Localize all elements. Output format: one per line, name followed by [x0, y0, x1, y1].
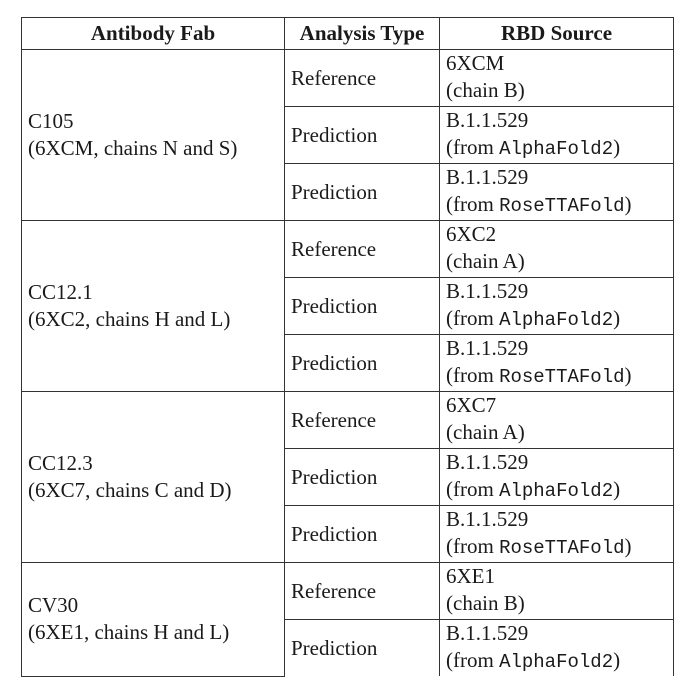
analysis-type-cell: Prediction: [285, 278, 440, 335]
table-row: [22, 563, 674, 620]
analysis-type-cell: Reference: [285, 50, 440, 107]
rbd-detail-tool: AlphaFold2: [499, 138, 614, 160]
rbd-detail-prefix: (chain B): [446, 591, 525, 615]
rbd-source-id: B.1.1.529: [446, 507, 529, 531]
rbd-detail-suffix: ): [613, 135, 621, 159]
fab-name: CC12.1: [28, 280, 93, 304]
rbd-detail-tool: AlphaFold2: [499, 480, 614, 502]
analysis-type-cell: Prediction: [285, 107, 440, 164]
rbd-source-cell: [440, 620, 674, 677]
rbd-source-detail: [446, 476, 667, 505]
header-antibody-fab: Antibody Fab: [22, 18, 285, 50]
antibody-fab-cell: [22, 563, 285, 677]
rbd-detail-prefix: (chain B): [446, 78, 525, 102]
fab-name: CV30: [28, 593, 79, 618]
rbd-detail-prefix: (from: [446, 135, 500, 159]
rbd-detail-prefix: (chain A): [446, 249, 525, 273]
analysis-type-cell: Reference: [285, 563, 440, 620]
antibody-fab-cell: [22, 50, 285, 221]
header-rbd-source: RBD Source: [440, 18, 674, 50]
rbd-source-detail: [446, 134, 667, 163]
rbd-source-id: 6XC2: [446, 222, 497, 246]
rbd-source-cell: [440, 221, 674, 278]
table-header-row: [22, 18, 674, 50]
analysis-type-cell: Reference: [285, 221, 440, 278]
rbd-detail-tool: RoseTTAFold: [499, 537, 625, 559]
fab-name: C105: [28, 109, 74, 133]
rbd-source-cell: [440, 335, 674, 392]
rbd-source-id: B.1.1.529: [446, 165, 529, 189]
antibody-rbd-table: [21, 17, 674, 677]
rbd-source-id: B.1.1.529: [446, 279, 529, 303]
rbd-source-detail: [446, 647, 667, 676]
rbd-detail-suffix: ): [624, 534, 632, 558]
rbd-source-id: 6XE1: [446, 564, 495, 588]
rbd-detail-prefix: (from: [446, 534, 500, 558]
rbd-source-id: B.1.1.529: [446, 108, 529, 132]
rbd-source-id: 6XC7: [446, 393, 497, 417]
rbd-detail-suffix: ): [613, 306, 621, 330]
rbd-source-detail: [446, 77, 667, 106]
rbd-source-detail: [446, 191, 667, 220]
rbd-detail-tool: AlphaFold2: [499, 309, 614, 331]
rbd-detail-suffix: ): [613, 477, 621, 501]
rbd-detail-tool: RoseTTAFold: [499, 195, 625, 217]
rbd-detail-prefix: (from: [446, 477, 500, 501]
rbd-source-id: 6XCM: [446, 51, 505, 75]
rbd-detail-prefix: (from: [446, 363, 500, 387]
rbd-source-cell: [440, 506, 674, 563]
table-row: [22, 50, 674, 107]
analysis-type-cell: Prediction: [285, 164, 440, 221]
rbd-detail-suffix: ): [613, 648, 621, 672]
rbd-detail-prefix: (from: [446, 648, 500, 672]
analysis-type-cell: Prediction: [285, 449, 440, 506]
antibody-fab-cell: [22, 392, 285, 563]
rbd-source-cell: [440, 50, 674, 107]
analysis-type-cell: Prediction: [285, 620, 440, 677]
rbd-source-detail: [446, 248, 667, 277]
rbd-source-id: B.1.1.529: [446, 621, 529, 645]
rbd-detail-prefix: (chain A): [446, 420, 525, 444]
fab-detail: (6XE1, chains H and L): [28, 620, 230, 645]
rbd-source-id: B.1.1.529: [446, 336, 529, 360]
analysis-type-cell: Prediction: [285, 506, 440, 563]
rbd-source-cell: [440, 563, 674, 620]
table-row: [22, 392, 674, 449]
rbd-detail-prefix: (from: [446, 192, 500, 216]
rbd-source-detail: [446, 533, 667, 562]
antibody-fab-cell: [22, 221, 285, 392]
rbd-source-cell: [440, 164, 674, 221]
fab-detail: (6XCM, chains N and S): [28, 136, 238, 160]
analysis-type-cell: Prediction: [285, 335, 440, 392]
rbd-detail-suffix: ): [624, 192, 632, 216]
header-analysis-type: Analysis Type: [285, 18, 440, 50]
rbd-detail-prefix: (from: [446, 306, 500, 330]
fab-detail: (6XC2, chains H and L): [28, 307, 231, 331]
rbd-source-detail: [446, 362, 667, 391]
rbd-detail-tool: AlphaFold2: [499, 651, 614, 673]
fab-name: CC12.3: [28, 451, 93, 475]
rbd-source-id: B.1.1.529: [446, 450, 529, 474]
rbd-source-cell: [440, 392, 674, 449]
rbd-source-detail: [446, 590, 667, 619]
table-row: [22, 221, 674, 278]
rbd-source-cell: [440, 278, 674, 335]
rbd-source-detail: [446, 419, 667, 448]
rbd-source-detail: [446, 305, 667, 334]
fab-detail: (6XC7, chains C and D): [28, 478, 232, 502]
table-body: [22, 50, 674, 677]
analysis-type-cell: Reference: [285, 392, 440, 449]
rbd-detail-tool: RoseTTAFold: [499, 366, 625, 388]
rbd-source-cell: [440, 449, 674, 506]
rbd-source-cell: [440, 107, 674, 164]
rbd-detail-suffix: ): [624, 363, 632, 387]
